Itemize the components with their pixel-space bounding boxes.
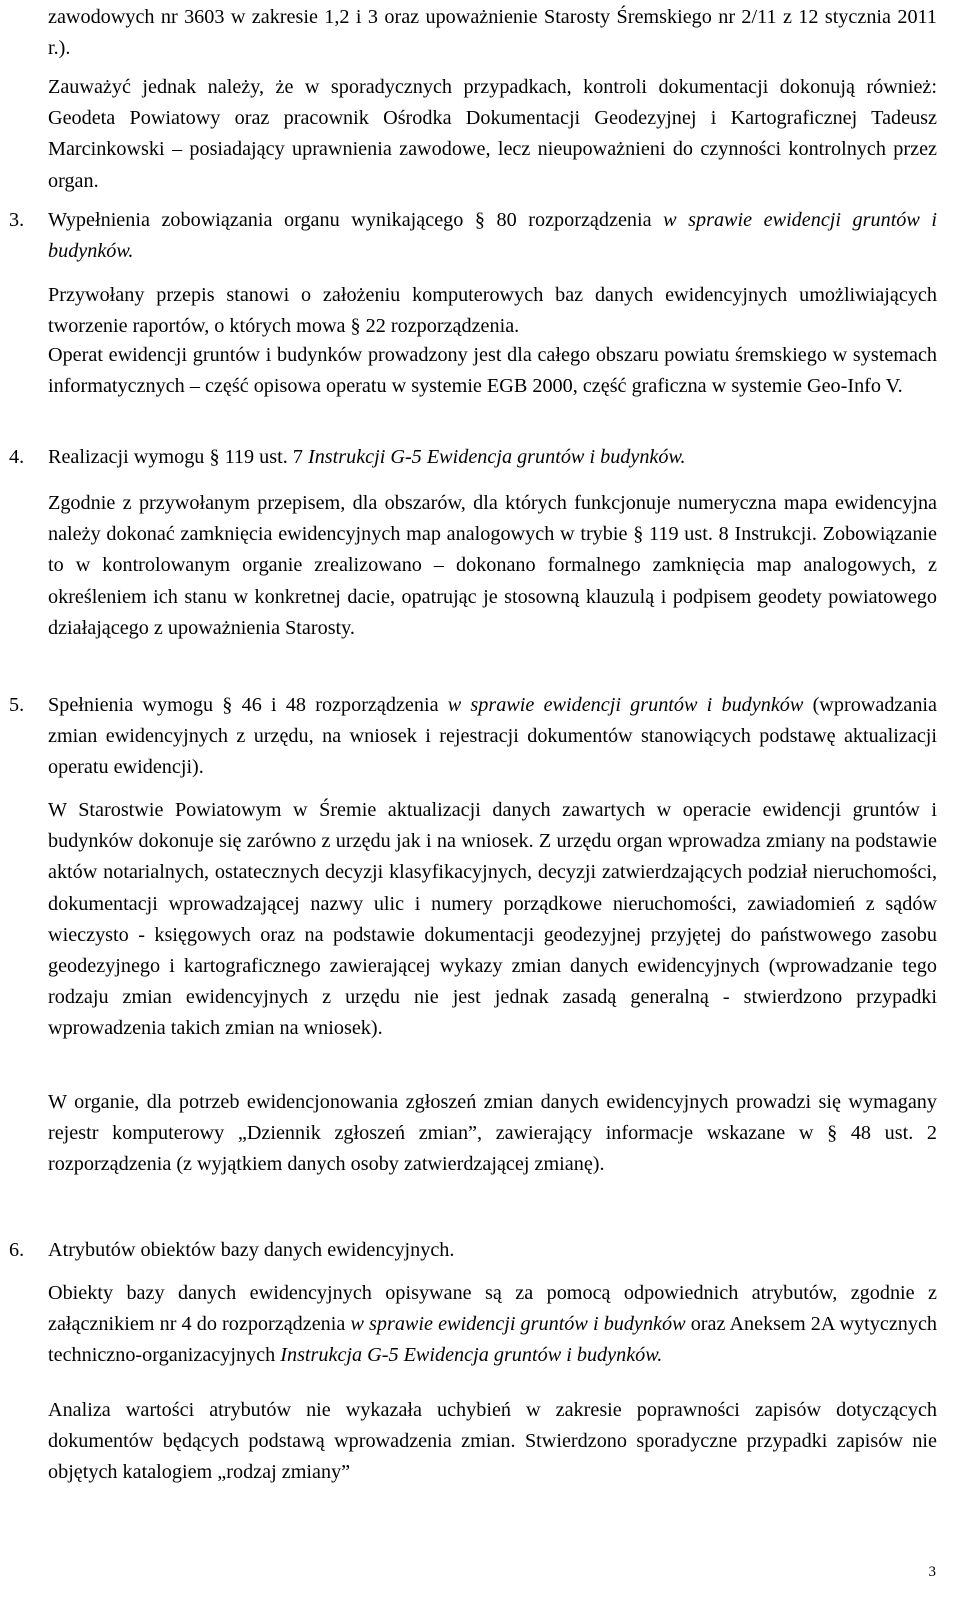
section-5-heading bbox=[48, 690, 937, 784]
section-4-number: 4. bbox=[9, 446, 25, 468]
page-number: 3 bbox=[928, 1564, 936, 1580]
paragraph-5a: W Starostwie Powiatowym w Śremie aktualizacji danych zawartych w operacie ewidencji gruntów i budynków dokonuje się zarówno z urzędu jak i na wniosek. Z urzędu organ wprowadza zmiany na podstawie aktów notarialnych, ostatecznych decyzji klasyfikacyjnych, decyzji zatwierdzających podział nieruchomości, dokumentacji wprowadzającej nazwy ulic i numery porządkowe nieruchomości, zawiadomień z sądów wieczysto - księgowych oraz na podstawie dokumentacji geodezyjnej przyjętej do państwowego zasobu geodezyjnego i kartograficznego zawierającej wykazy zmian danych ewidencyjnych (wprowadzanie tego rodzaju zmian ewidencyjnych z urzędu nie jest jednak zasadą generalną - stwierdzono przypadki wprowadzenia takich zmian na wniosek). bbox=[48, 799, 937, 1040]
paragraph-5b: W organie, dla potrzeb ewidencjonowania zgłoszeń zmian danych ewidencyjnych prowadzi się wymagany rejestr komputerowy „Dziennik zgłoszeń zmian”, zawierający informacje wskazane w § 48 ust. 2 rozporządzenia (z wyjątkiem danych osoby zatwierdzającej zmianę). bbox=[48, 1091, 937, 1176]
section-3-heading bbox=[48, 205, 937, 267]
section-4-heading-text: Realizacji wymogu § 119 ust. 7 bbox=[48, 446, 303, 468]
paragraph-3b: Operat ewidencji gruntów i budynków prowadzony jest dla całego obszaru powiatu śremskiego w systemach informatycznych – część opisowa operatu w systemie EGB 2000, część graficzna w systemie Geo-Info V. bbox=[48, 344, 937, 398]
section-4-heading bbox=[48, 442, 937, 473]
section-6-number: 6. bbox=[9, 1239, 25, 1261]
paragraph-6a bbox=[48, 1278, 937, 1372]
section-5-number: 5. bbox=[9, 694, 25, 716]
section-5-heading-rest: (wprowadzania zmian ewidencyjnych z urzędu, na wniosek i rejestracji dokumentów stanowiących podstawę aktualizacji operatu ewidencji). bbox=[48, 694, 938, 779]
paragraph-4a: Zgodnie z przywołanym przepisem, dla obszarów, dla których funkcjonuje numeryczna mapa ewidencyjna należy dokonać zamknięcia ewidencyjnych map analogowych w trybie § 119 ust. 8 Instrukcji. Zobowiązanie to w kontrolowanym organie zrealizowano – dokonano formalnego zamknięcia map analogowych, z określeniem ich stanu w konkretnej dacie, opatrując je stosowną klauzulą i podpisem geodety powiatowego działającego z upoważnienia Starosty. bbox=[48, 492, 937, 639]
paragraph-6a-italic-1: w sprawie ewidencji gruntów i budynków bbox=[350, 1313, 686, 1336]
paragraph-continuation: zawodowych nr 3603 w zakresie 1,2 i 3 oraz upoważnienie Starosty Śremskiego nr 2/11 z 12 stycznia 2011 r.). bbox=[48, 6, 937, 60]
paragraph-control-note: Zauważyć jednak należy, że w sporadycznych przypadkach, kontroli dokumentacji dokonują również: Geodeta Powiatowy oraz pracownik Ośrodka Dokumentacji Geodezyjnej i Kartograficznej Tadeusz Marcinkowski – posiadający uprawnienia zawodowe, lecz nieupoważnieni do czynności kontrolnych przez organ. bbox=[48, 76, 937, 192]
paragraph-3a: Przywołany przepis stanowi o założeniu komputerowych baz danych ewidencyjnych umożliwiających tworzenie raportów, o których mowa § 22 rozporządzenia. bbox=[48, 284, 937, 338]
section-3-heading-text: Wypełnienia zobowiązania organu wynikającego § 80 rozporządzenia bbox=[48, 209, 652, 231]
paragraph-6a-text-2: oraz Aneksem 2A wytycznych techniczno-organizacyjnych bbox=[48, 1313, 938, 1367]
section-6-heading: Atrybutów obiektów bazy danych ewidencyjnych. bbox=[48, 1239, 455, 1261]
section-5-heading-italic: w sprawie ewidencji gruntów i budynków bbox=[447, 694, 804, 716]
paragraph-6b: Analiza wartości atrybutów nie wykazała uchybień w zakresie poprawności zapisów dotyczących dokumentów będących podstawą wprowadzenia zmian. Stwierdzono sporadyczne przypadki zapisów nie objętych katalogiem „rodzaj zmiany” bbox=[48, 1399, 937, 1484]
section-5-heading-text: Spełnienia wymogu § 46 i 48 rozporządzenia bbox=[48, 694, 439, 716]
paragraph-6a-text: Obiekty bazy danych ewidencyjnych opisywane są za pomocą odpowiednich atrybutów, zgodnie z załącznikiem nr 4 do rozporządzenia bbox=[48, 1282, 937, 1336]
section-4-heading-italic: Instrukcji G-5 Ewidencja gruntów i budynków. bbox=[307, 446, 686, 468]
section-3-number: 3. bbox=[9, 209, 25, 231]
section-3-heading-italic: w sprawie ewidencji gruntów i budynków. bbox=[48, 209, 938, 263]
paragraph-6a-italic-2: Instrukcja G-5 Ewidencja gruntów i budynków. bbox=[280, 1344, 663, 1367]
